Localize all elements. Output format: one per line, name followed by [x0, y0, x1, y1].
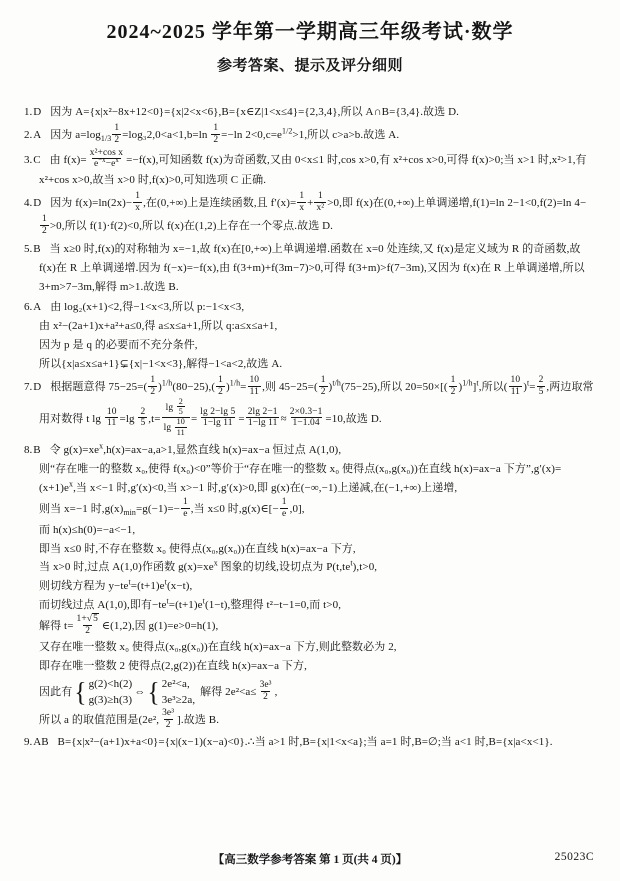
item-number: 7. [24, 380, 33, 393]
answer-item [24, 240, 596, 297]
item-answer: D [33, 106, 42, 118]
item-answer: D [33, 380, 42, 393]
answer-line [24, 240, 596, 297]
item-answer: B [33, 242, 41, 255]
item-answer: C [33, 153, 41, 166]
math-text: 因为 p 是 q 的必要而不充分条件, [39, 339, 198, 352]
item-number: 8. [24, 444, 33, 457]
math-text: 因为 f(x)=ln(2x)− $\frac{1}{x}$ ,在(0,+∞)上是连续函数,且 f′(x)= $\frac{1}{x}$ + $\frac{1}{\text{x²}}$ >0,即 f(x)在(0,+∞)上单调递增,f(1)=ln 2−1<0,f(2)=ln 4− $\frac{1}{2}$ >0,所以 f(1)·f(2)<0,所以 f(x)在(1,2)上存在一个零点.故选 D. [42, 191, 587, 236]
answer-line [24, 460, 596, 498]
answer-line [24, 355, 596, 374]
answer-line [24, 615, 596, 638]
item-answer: A [33, 128, 42, 141]
answer-line [24, 657, 596, 676]
answer-line [24, 577, 596, 596]
footer-caption: 【高三数学参考答案 第 1 页(共 4 页)】 [212, 854, 408, 866]
item-number: 6. [24, 301, 33, 314]
item-answer: B [33, 444, 41, 457]
math-text: 解得 t= $\frac{1+√5}{2}$ ∈(1,2),因 g(1)=e>0=h(1), [39, 614, 219, 637]
paper-code: 25023C [554, 851, 594, 863]
answer-line [24, 298, 596, 317]
math-text: 则当 x=−1 时$,g(x)_{min}=g(-1)=-$ $\frac{1}{e}$ ,当 x≤0 时,g(x)∈[− $\frac{1}{e}$ ,0], [39, 496, 305, 519]
answer-item [24, 103, 596, 122]
math-text: 即存在唯一整数 2 使得点(2,g(2))在直线 h(x)=ax−a 下方, [39, 659, 307, 672]
page-title: 2024~2025 学年第一学期高三年级考试·数学 [106, 21, 514, 43]
answer-line [24, 709, 596, 732]
math-text: 由 f(x)= $\frac{\text{x²+cos x}}{e^{-x}-e^x}$ =−f(x),可知函数 f(x)为奇函数,又由 0<x≤1 时,cos x>0,有 x²+cos x>0,可得 f(x)>0;当 x>1 时,x²>1,有 x²+cos x>0,故当 x>0 时,f(x)>0,可知选项 C 正确. [39, 147, 587, 187]
math-text: 因为 $a=\log_{1/3}$ $\frac{1}{2}$ =log₃2,0<a<1,b=ln $\frac{1}{2}$ =−ln $2<0,c=e^{1/2}>1$,所以 c>a>b.故选 A. [50, 122, 400, 145]
math-text: 根据题意得 75−25=( $\frac{1}{2}$ )$^{1/h}$(80−25),( $\frac{1}{2}$ )$^{1/h}$= $\frac{10}{11}$ ,则 45−25=( $\frac{1}{2}$ )$^{t/h}$(75−25),所以 20=50×[( $\frac{1}{2}$ )$^{1/h}$]$^t$,所以( $\frac{10}{11}$ )$^t$= $\frac{2}{5}$ ,两边取常用对数得 t lg $\frac{10}{11}$ =lg $\frac{2}{5}$ ,t= lg $\frac{2}{5}$ lg $\frac{10}{11}$ = $\frac{\lg 2-\lg 5}{1-\lg 11}$ = $\frac{2\lg 2-1}{1-\lg 11}$ ≈ $\frac{2\times 0.3-1}{1-1.04}$ =10,故选 D. [39, 375, 594, 437]
item-number: 4. [24, 197, 33, 210]
math-text: 即当 x≤0 时,不存在整数 x₀ 使得点(x₀,g(x₀))在直线 h(x)=ax−a 下方, [39, 542, 356, 555]
answer-line [24, 521, 596, 540]
answer-line [24, 733, 596, 752]
answer-line [24, 149, 596, 191]
math-text: 由 log₂(x+1)<2,得−1<x<3,所以 p:−1<x<3, [50, 301, 245, 314]
answer-line [24, 558, 596, 577]
answer-line [24, 103, 596, 122]
answer-item [24, 149, 596, 191]
item-number: 5. [24, 242, 33, 255]
answer-line [24, 376, 596, 439]
math-text: 所以{x|a≤x≤a+1}⊊{x|−1<x<3},解得−1<a<2,故选 A. [39, 358, 283, 371]
page-footer [0, 851, 620, 867]
item-answer: D [33, 197, 42, 210]
answer-line [24, 441, 596, 460]
math-text: 当 x>0 时,过点 A(1,0)作函数 $g(x)=xe^x$ 图象的切线,设切点为 $P(t,te^t),t>0$, [39, 558, 378, 574]
answer-item [24, 298, 596, 374]
answer-item [24, 441, 596, 731]
answer-line [24, 498, 596, 521]
answer-line [24, 124, 596, 147]
math-text: B={x|x²−(a+1)x+a<0}={x|(x−1)(x−a)<0}.∴当 a>1 时,B={x|1<x<a};当 a=1 时,B=∅;当 a<1 时,B={x|a<x<1}. [57, 736, 553, 749]
math-text: 由 x²−(2a+1)x+a²+a≤0,得 a≤x≤a+1,所以 q:a≤x≤a+1, [39, 320, 278, 333]
math-text: 则切线方程为 $y-te^t=(t+1)e^t(x-t)$, [39, 577, 193, 593]
answer-item [24, 124, 596, 147]
math-text: 而 h(x)≤h(0)=−a<−1, [39, 523, 136, 536]
answer-line [24, 676, 596, 709]
answer-line [24, 596, 596, 615]
answer-line [24, 540, 596, 559]
math-text: 因此有 { g(2)<h(2) g(3)≥h(3) ⇔ { 2e²<a, 3e³≥2a, 解得 2e²<a≤ $\frac{\text{3e³}}{2}$ , [39, 676, 278, 708]
math-text: 又存在唯一整数 x₀ 使得点(x₀,g(x₀))在直线 h(x)=ax−a 下方,则此整数必为 2, [39, 640, 397, 653]
answer-line [24, 317, 596, 336]
math-text: 则“存在唯一的整数 x₀,使得 f(x₀)<0”等价于“存在唯一的整数 x₀ 使得点(x₀,g(x₀))在直线 h(x)=ax−a 下方$”,g'(x)=(x+1)e^x$,当 x<−1 时,g′(x)<0,当 x>−1 时,g′(x)>0,即 g(x)在(−∞,−1)上递减,在(−1,+∞)上递增, [39, 463, 562, 494]
math-text: 而切线过点 A(1,0),即有$-te^t=(t+1)e^t(1-t)$,整理得 t²−t−1=0,而 t>0, [39, 596, 342, 612]
answers-list [24, 103, 596, 752]
answer-item [24, 192, 596, 237]
item-number: 1. [24, 106, 33, 118]
item-answer: A [33, 301, 42, 314]
answer-item [24, 376, 596, 439]
item-answer: AB [33, 736, 49, 749]
answer-line [24, 192, 596, 237]
math-text: 因为 A={x|x²−8x+12<0}={x|2<x<6},B={x∈Z|1<x≤4}={2,3,4},所以 A∩B={3,4}.故选 D. [50, 106, 459, 118]
answer-line [24, 638, 596, 657]
math-text: 令 $g(x)=xe^x,h(x)=ax-a,a>1$,显然直线 h(x)=ax−a 恒过点 A(1,0), [49, 441, 342, 457]
item-number: 2. [24, 128, 33, 141]
answer-item [24, 733, 596, 752]
item-number: 9. [24, 736, 33, 749]
math-text: 当 x≥0 时,f(x)的对称轴为 x=−1,故 f(x)在[0,+∞)上单调递增.函数在 x=0 处连续,又 f(x)是定义域为 R 的奇函数,故 f(x)在 R 上单调递增.因为 f(−x)=−f(x),由 f(3+m)+f(3m−7)>0,可得 f(3+m)>f(7−3m),又因为 f(x)在 R 上单调递增,所以 3+m>7−3m,解得 m>1.故选 B. [39, 242, 585, 293]
page-subtitle: 参考答案、提示及评分细则 [216, 58, 403, 74]
answer-line [24, 336, 596, 355]
item-number: 3. [24, 153, 33, 166]
math-text: 所以 a 的取值范围是(2e², $\frac{\text{3e³}}{2}$ ].故选 B. [39, 707, 220, 730]
